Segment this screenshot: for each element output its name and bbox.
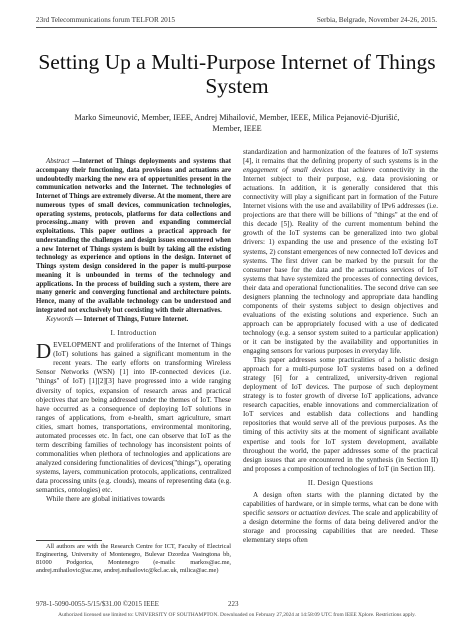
body-paragraph-2: This paper addresses some practicalities of a holistic design approach for a multi-purpose IoT systems based on a defined strategy [6] for a centralized, university-driven regional deployment of IoT devices. The purpose of such deployment strategy is to foster growth of diverse IoT applications, advance research capacities, enable innovations and commercialization of IoT services and establish data collections and handling repositories that would serve all of the previous purposes. As the timing of this activity sits at the moment of significant available expertise and tools for IoT system development, available throughout the world, the paper addresses some of the practical design issues that are encountered in the synthesis (in Section II) and proposes a composition of technologies of IoT (in Section III). (243, 356, 438, 473)
abstract (36, 158, 231, 316)
p3-part-e: . The scale and applicability of a design determine the forms of data being delivered and/or the storage and processing capabilities that are needed. These elementary steps often (243, 508, 438, 544)
keywords (36, 316, 231, 325)
body-paragraph-1 (243, 148, 438, 356)
keywords-lead: Keywords (46, 315, 74, 323)
emphasis-actuation-devices: actuation devices (298, 508, 349, 517)
page-number: 223 (228, 600, 239, 608)
right-column (243, 148, 438, 545)
author-list (40, 112, 434, 134)
title-line-2: System (205, 74, 269, 98)
author-affiliation-footnote (36, 543, 231, 575)
authors-line-2: Member, IEEE (212, 124, 262, 133)
authors-line-1: Marko Simeunović, Member, IEEE, Andrej Mihailović, Member, IEEE, Milica Pejanović-Djurišić, (74, 113, 400, 122)
abstract-lead: Abstract (46, 158, 70, 165)
p3-part-c: or (288, 508, 299, 517)
title-line-1: Setting Up a Multi-Purpose Internet of Things (38, 50, 436, 74)
license-notice: Authorized licensed use limited to: UNIVERSITY OF SOUTHAMPTON. Downloaded on February 27,2024 at 14:58:09 UTC from IEEE Xplore. Restrictions apply. (58, 612, 416, 618)
body-paragraph-1-start: standardization and harmonization of the features of IoT systems [4], it remains that the defining property of such systems is in the (243, 148, 438, 166)
paper-title (30, 50, 444, 98)
section-heading-design-questions: II. Design Questions (307, 478, 374, 487)
body-paragraph-1-end: that achieve connectivity in the Internet subject to their purpose, e.g. data provisioning or actuations. In addition, it is generally considered that this connectivity will play a significant part in formation of the Future Internet visions with the use and availability of IPv6 addresses (i.e. projections are that there will be billions of "things" at the end of this decade [5]). Reality of the current momentum behind the growth of the IoT systems can be generalized into two global drivers: 1) expanding the use and presence of the existing IoT systems, 2) constant emergences of new connected IoT devices and systems. The first driver can be marked by the pursuit for the consumer base for the data and the actuations services of IoT systems that have systemized the processes of connecting devices, their data and operational functionalities. The second drive can see designers planning the technology and appropriate data handling components of their systems subject to design objectives and evaluations of the existing solutions and experience. Such an approach can be appropriately focused with a use of dedicated technology (e.g. a sensor system suited to a particular application) or it can be instigated by the availability and opportunities in engaging sensors for various purposes in everyday life. (243, 166, 438, 356)
footnote-text: All authors are with the Research Centre for ICT, Faculty of Electrical Engineering, University of Montenegro, Bulevar Dzordza Vasingtona bb, 81000 Podgorica, Montenegro (e-mails: markos@ac.me, andrej.mihailovic@ac.me, andrej.mihailovic@kcl.ac.uk, milica@ac.me) (36, 543, 231, 574)
left-column (36, 158, 231, 504)
abstract-text: —Internet of Things deployments and systems that accompany their functioning, data provisions and actuations are undoubtedly marking the new era of opportunities present in the communication networks and the Internet. The technologies of Internet of Things are extremely diverse. At the moment, there are numerous types of small devices, communication technologies, operating systems, protocols, platforms for data collections and processing...many with proven and expanding commercial exploitations. This paper outlines a practical approach for understanding the challenges and design issues encountered when a new Internet of Things system is built by taking all the existing technology as experience and options in the design. Internet of Things system design considered in the paper is multi-purpose meaning it is unbounded in terms of the technology and applications. In the process of building such a system, there are many generic and converging functional and architecture points. Hence, many of the available technology can be understood and integrated not exclusively but coexisting with their alternatives. (36, 158, 231, 314)
emphasis-sensors: sensors (267, 508, 289, 517)
p3-part-a: A design often starts with the planning dictated by the capabilities of hardware, or in simple terms, what can be done with specific (243, 490, 438, 517)
intro-paragraph-1-text: EVELOPMENT and proliferations of the Internet of Things (IoT) solutions has gained a significant momentum in the recent years. The early efforts on transforming Wireless Sensor Networks (WSN) [1] into IP-connected devices (i.e. "things" of IoT) [1][2][3] have progressed into a wide ranging diversity of topics, expansion of research areas and practical objectives that are being addressed under the themes of IoT. These have occurred as a consequence of deploying IoT solutions in ranges of applications, from e-health, smart agriculture, smart cities, smart homes, transportations, environmental monitoring, automated processes etc. In fact, one can observe that IoT as the term describing families of technology has inconsistent points of commonalities when plethora of technologies and applications are analyzed considering functionalities of devices("things"), operating systems, layers, communication protocols, applications, centralized data processing units (e.g. clouds), means of representing data (e.g. semantics, ontologies) etc. (36, 341, 231, 495)
emphasis-small-devices: engagement of small devices (243, 166, 334, 175)
footnote-rule (36, 540, 102, 541)
keywords-text: — Internet of Things, Future Internet. (73, 315, 189, 323)
header-rule (36, 27, 437, 28)
section-heading-introduction: I. Introduction (110, 329, 157, 338)
conference-header: 23rd Telecommunications forum TELFOR 2015 (36, 16, 175, 24)
intro-paragraph-1 (36, 341, 231, 495)
location-date-header: Serbia, Belgrade, November 24-26, 2015. (316, 16, 437, 24)
body-paragraph-3 (243, 491, 438, 545)
drop-cap: D (36, 339, 52, 364)
intro-paragraph-2: While there are global initiatives towards (46, 495, 165, 504)
isbn-line: 978-1-5090-0055-5/15/$31.00 ©2015 IEEE (36, 600, 159, 608)
